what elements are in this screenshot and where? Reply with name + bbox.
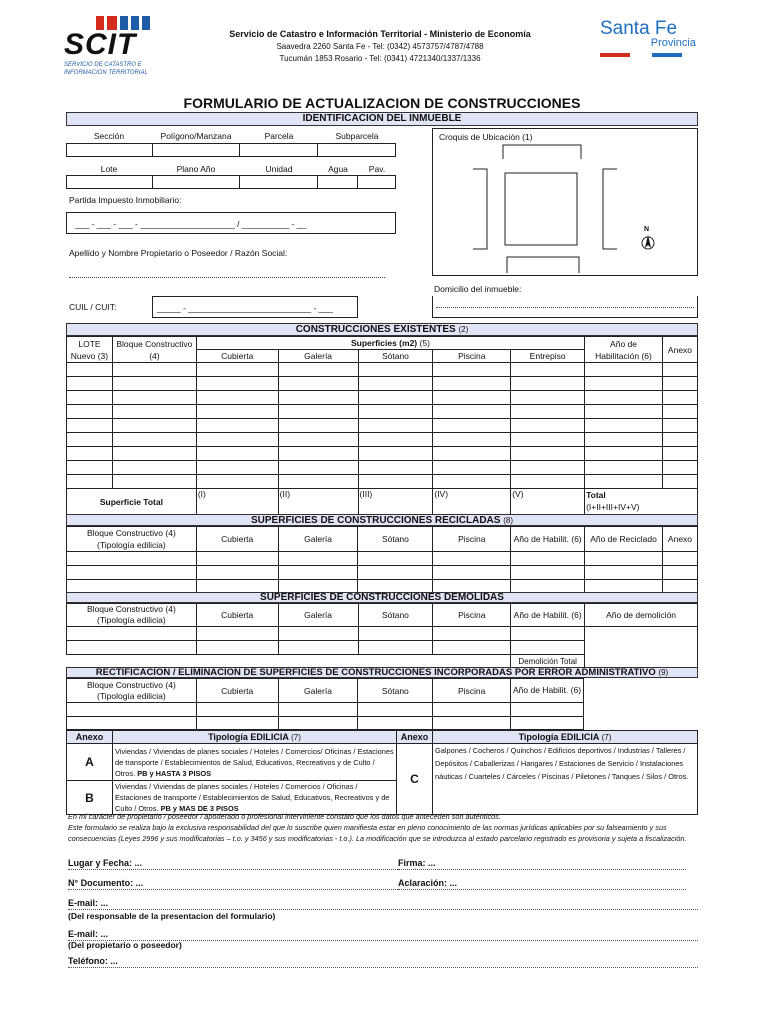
existentes-table [66,336,698,516]
bloque-note: (4) [149,350,160,361]
label-seccion: Sección [93,131,125,141]
superficie-total-label: Superficie Total [67,489,197,516]
label-agua: Agua [328,164,348,174]
cuil-mask: _____ - __________________________ - ___ [157,303,333,313]
brand-flag-bars [600,53,700,57]
demolidas-col-cubierta: Cubierta [196,604,278,627]
lugar-fecha-label: Lugar y Fecha: ... [68,858,143,868]
demolidas-col-habil: Año de Habilit. (6) [511,604,585,627]
recicladas-bloque: Bloque Constructivo (4) [86,528,176,538]
partida-mask: ___ - ___ - ___ - ____________________ / __________ - __ [75,219,307,229]
roman-iii: (III) [359,489,373,499]
anio-label: Año de [610,338,637,349]
recicladas-col-cubierta: Cubierta [196,527,278,552]
tipologia-heading-right-note: (7) [601,733,612,742]
recicladas-col-bloque [67,527,197,552]
table-row[interactable] [67,703,584,717]
label-plano-anio: Plano Año [176,164,216,174]
tipologia-letter-c: C [397,744,433,815]
input-plano-anio[interactable] [152,176,240,189]
aclaracion-field[interactable] [398,878,686,890]
tipologia-anexo-left: Anexo [67,731,113,744]
roman-ii: (II) [279,489,291,499]
existentes-col-bloque [112,337,196,363]
documento-field[interactable] [68,878,398,890]
tipologia-heading-left-note: (7) [291,733,301,742]
input-unidad[interactable] [240,176,318,189]
table-row[interactable] [67,641,698,655]
identificacion-row1-inputs [66,143,396,157]
logo-text: SCIT [64,28,137,61]
input-poligono[interactable] [152,144,240,157]
tipologia-b-bold: PB y MAS DE 3 PISOS [160,804,239,813]
rectificacion-heading-text: RECTIFICACION / ELIMINACION DE SUPERFICIES DE CONSTRUCCIONES INCORPORADAS POR ERROR ADMINISTRATIVO [95,667,656,678]
demolidas-bloque: Bloque Constructivo (4) [86,604,176,614]
existentes-heading-note: (2) [458,325,469,334]
address-rosario: Tucumán 1853 Rosario - Tel: (0341) 4721340/1337/1336 [279,54,481,63]
logo-subtitle-1: SERVICIO DE CATASTRO E [64,62,142,68]
tipologia-heading-right [433,731,698,744]
table-row[interactable] [67,433,698,447]
scit-logo [62,14,162,82]
label-partida: Partida Impuesto Inmobiliario: [69,195,182,205]
table-row[interactable] [67,580,698,593]
tipologia-c-text: Galpones / Cocheros / Quinchos / Edificios deportivos / Industrias / Talleres / Depósitos / Caballerizas / Hangares / Estaciones de Servicio / Instalaciones náuticas / Cuarteles / Cárceles / Piscinas / Piletones / Tanques / Silos / Otros. [435,746,689,781]
santa-fe-brand [600,18,700,57]
demolidas-heading: SUPERFICIES DE CONSTRUCCIONES DEMOLIDAS [66,592,698,603]
table-row[interactable] [67,447,698,461]
rectificacion-table [66,678,584,730]
tipologia-table [66,730,698,815]
total-v[interactable] [511,489,585,516]
superficie-total-row [67,489,698,516]
rectificacion-tipologia: (Tipología edilicia) [97,690,166,701]
roman-v: (V) [512,489,524,499]
recicladas-col-habil: Año de Habilit. (6) [511,527,585,552]
declaracion [68,811,698,844]
label-parcela: Parcela [264,131,294,141]
rectificacion-col-galeria: Galería [278,679,358,703]
rectificacion-heading-note: (9) [658,668,669,677]
recicladas-heading-text: SUPERFICIES DE CONSTRUCCIONES RECICLADAS [250,515,501,526]
label-propietario: Apellido y Nombre Propietario o Poseedor / Razón Social: [69,248,288,258]
table-row[interactable] [67,552,698,566]
total-sum[interactable] [585,489,698,516]
nuevo-label: Nuevo (3) [70,350,109,361]
recicladas-col-anexo: Anexo [662,527,697,552]
tipologia-b-text: Viviendas / Viviendas de planes sociales / Hoteles / Comercios / Oficinas / Estaciones de transporte / Establecimientos de Salud, Educativos, Recreativos y de Culto / Otros. [115,782,390,813]
demolicion-total-label: Demolición Total [511,655,585,668]
superficies-label: Superficies (m2) [351,338,418,348]
input-cuil[interactable] [152,296,358,318]
table-row[interactable] [67,461,698,475]
domicilio-line [436,304,694,308]
col-piscina: Piscina [433,350,511,363]
demolicion-total-row [67,655,698,668]
table-row[interactable] [67,377,698,391]
bloque-label: Bloque Constructivo [116,338,193,349]
demolidas-col-demolicion: Año de demolición [585,604,698,627]
tipologia-letter-a: A [67,744,113,781]
email-propietario-label: E-mail: ... [68,929,109,939]
input-parcela[interactable] [240,144,318,157]
demolidas-table [66,603,698,668]
org-line: Servicio de Catastro e Información Territorial - Ministerio de Economía [229,29,531,39]
total-formula: (I+II+III+IV+V) [586,502,640,512]
brand-main: Santa Fe [600,18,678,39]
table-row[interactable] [67,405,698,419]
declaracion-line-1: En mi carácter de propietario / poseedor / apoderado o profesional interviniente constato que los datos que anteceden son auténticos. [68,812,501,821]
existentes-heading-text: CONSTRUCCIONES EXISTENTES [295,324,456,335]
rectificacion-heading [66,667,698,678]
label-pav: Pav. [368,164,386,174]
total-word: Total [586,490,606,500]
label-cuil: CUIL / CUIT: [69,302,117,312]
table-row[interactable] [67,717,584,730]
table-row[interactable] [67,419,698,433]
recicladas-col-piscina: Piscina [433,527,511,552]
label-poligono: Polígono/Manzana [160,131,232,141]
input-propietario[interactable] [69,270,385,278]
label-unidad: Unidad [265,164,293,174]
recicladas-heading-note: (8) [503,516,514,525]
rectificacion-col-bloque [67,679,197,703]
input-agua[interactable] [318,176,358,189]
total-iv[interactable] [433,489,511,516]
page-title: FORMULARIO DE ACTUALIZACION DE CONSTRUCCIONES [183,95,581,111]
rectificacion-col-piscina: Piscina [433,679,511,703]
firma-field[interactable] [398,858,686,870]
tipologia-b [113,781,397,815]
firma-label: Firma: ... [398,858,436,868]
documento-label: N° Documento: ... [68,878,144,888]
lugar-fecha-field[interactable] [68,858,398,870]
roman-iv: (IV) [434,489,449,499]
croquis-box[interactable] [432,128,698,276]
recicladas-tipologia: (Tipología edilicia) [97,540,166,550]
total-i[interactable] [196,489,278,516]
demolidas-tipologia: (Tipología edilicia) [97,615,166,625]
croquis-sketch [433,129,699,277]
identificacion-row2-inputs [66,175,396,189]
logo-subtitle-2: INFORMACION TERRITORIAL [64,70,148,76]
recicladas-table [66,526,698,593]
superficies-header [196,337,584,350]
demolidas-col-piscina: Piscina [433,604,511,627]
lote-label: LOTE [78,338,101,349]
existentes-col-habilitacion [585,337,663,363]
declaracion-line-2: Este formulario se realiza bajo la exclusiva responsabilidad del que lo suscribe quien manifiesta estar en pleno conocimiento de las normas jurídicas aplicables por su falseamiento y sus consecuencias (Leyes 2996 y sus modificatorias – t.o. y 3456 y sus modificatorias - t.o.). La modificación que se introduzca al estado parcelario registrado es provisoria y sujeta a fiscalización. [68,823,687,843]
identificacion-heading: IDENTIFICACION DEL INMUEBLE [66,112,698,126]
tipologia-heading-left-text: Tipología EDILICIA [208,732,289,742]
table-row[interactable] [67,475,698,489]
tipologia-a-text: Viviendas / Viviendas de planes sociales / Hoteles / Comercios/ Oficinas / Estaciones de transporte / Establecimientos de Salud, Educativos, Recreativos y de Culto / Otros. [115,746,394,778]
label-subparcela: Subparcela [335,131,379,141]
existentes-col-lote [67,337,113,363]
rectificacion-col-sotano: Sótano [358,679,433,703]
roman-i: (I) [197,489,206,499]
rectificacion-bloque: Bloque Constructivo (4) [86,679,176,690]
propietario-note: (Del propietario o poseedor) [68,940,182,950]
tipologia-heading-right-text: Tipología EDILICIA [518,732,600,742]
col-cubierta: Cubierta [196,350,278,363]
recicladas-col-reciclado: Año de Reciclado [585,527,663,552]
responsable-note: (Del responsable de la presentacion del formulario) [68,911,276,921]
address-santa-fe: Saavedra 2260 Santa Fe - Tel: (0342) 4573757/4787/4788 [276,42,484,51]
demolicion-total-value[interactable] [585,655,698,668]
input-lote[interactable] [67,176,153,189]
existentes-heading [66,323,698,336]
input-seccion[interactable] [67,144,153,157]
croquis-label: Croquis de Ubicación (1) [439,132,533,142]
email-responsable-label: E-mail: ... [68,898,109,908]
habil-label: Habilitación (6) [595,350,652,361]
existentes-col-anexo: Anexo [662,337,697,363]
input-subparcela[interactable] [318,144,396,157]
col-sotano: Sótano [358,350,433,363]
rectificacion-col-cubierta: Cubierta [196,679,278,703]
north-label: N [644,226,650,233]
label-domicilio: Domicilio del inmueble: [434,284,522,294]
table-row[interactable] [67,391,698,405]
recicladas-col-sotano: Sótano [358,527,433,552]
tipologia-heading-left [113,731,397,744]
recicladas-heading [66,514,698,526]
tipologia-letter-b: B [67,781,113,815]
table-row[interactable] [67,363,698,377]
tipologia-a-bold: PB y HASTA 3 PISOS [137,768,212,778]
tipologia-c [433,744,698,815]
input-pav[interactable] [358,176,396,189]
col-galeria: Galería [278,350,358,363]
brand-sub: Provincia [650,37,696,49]
telefono-field[interactable] [68,956,698,968]
tipologia-a [113,744,397,781]
input-partida[interactable] [66,212,396,234]
table-row[interactable] [67,627,698,641]
total-iii[interactable] [358,489,433,516]
table-row[interactable] [67,566,698,580]
demolidas-col-bloque [67,604,197,627]
aclaracion-label: Aclaración: ... [398,878,458,888]
label-lote: Lote [100,164,118,174]
demolidas-col-galeria: Galería [278,604,358,627]
total-ii[interactable] [278,489,358,516]
demolidas-col-sotano: Sótano [358,604,433,627]
superficies-note: (5) [419,338,430,348]
col-entrepiso: Entrepiso [511,350,585,363]
rectificacion-col-habil: Año de Habilit. (6) [511,679,584,703]
telefono-label: Teléfono: ... [68,956,118,966]
email-responsable-field[interactable] [68,898,698,910]
recicladas-col-galeria: Galería [278,527,358,552]
tipologia-anexo-right: Anexo [397,731,433,744]
